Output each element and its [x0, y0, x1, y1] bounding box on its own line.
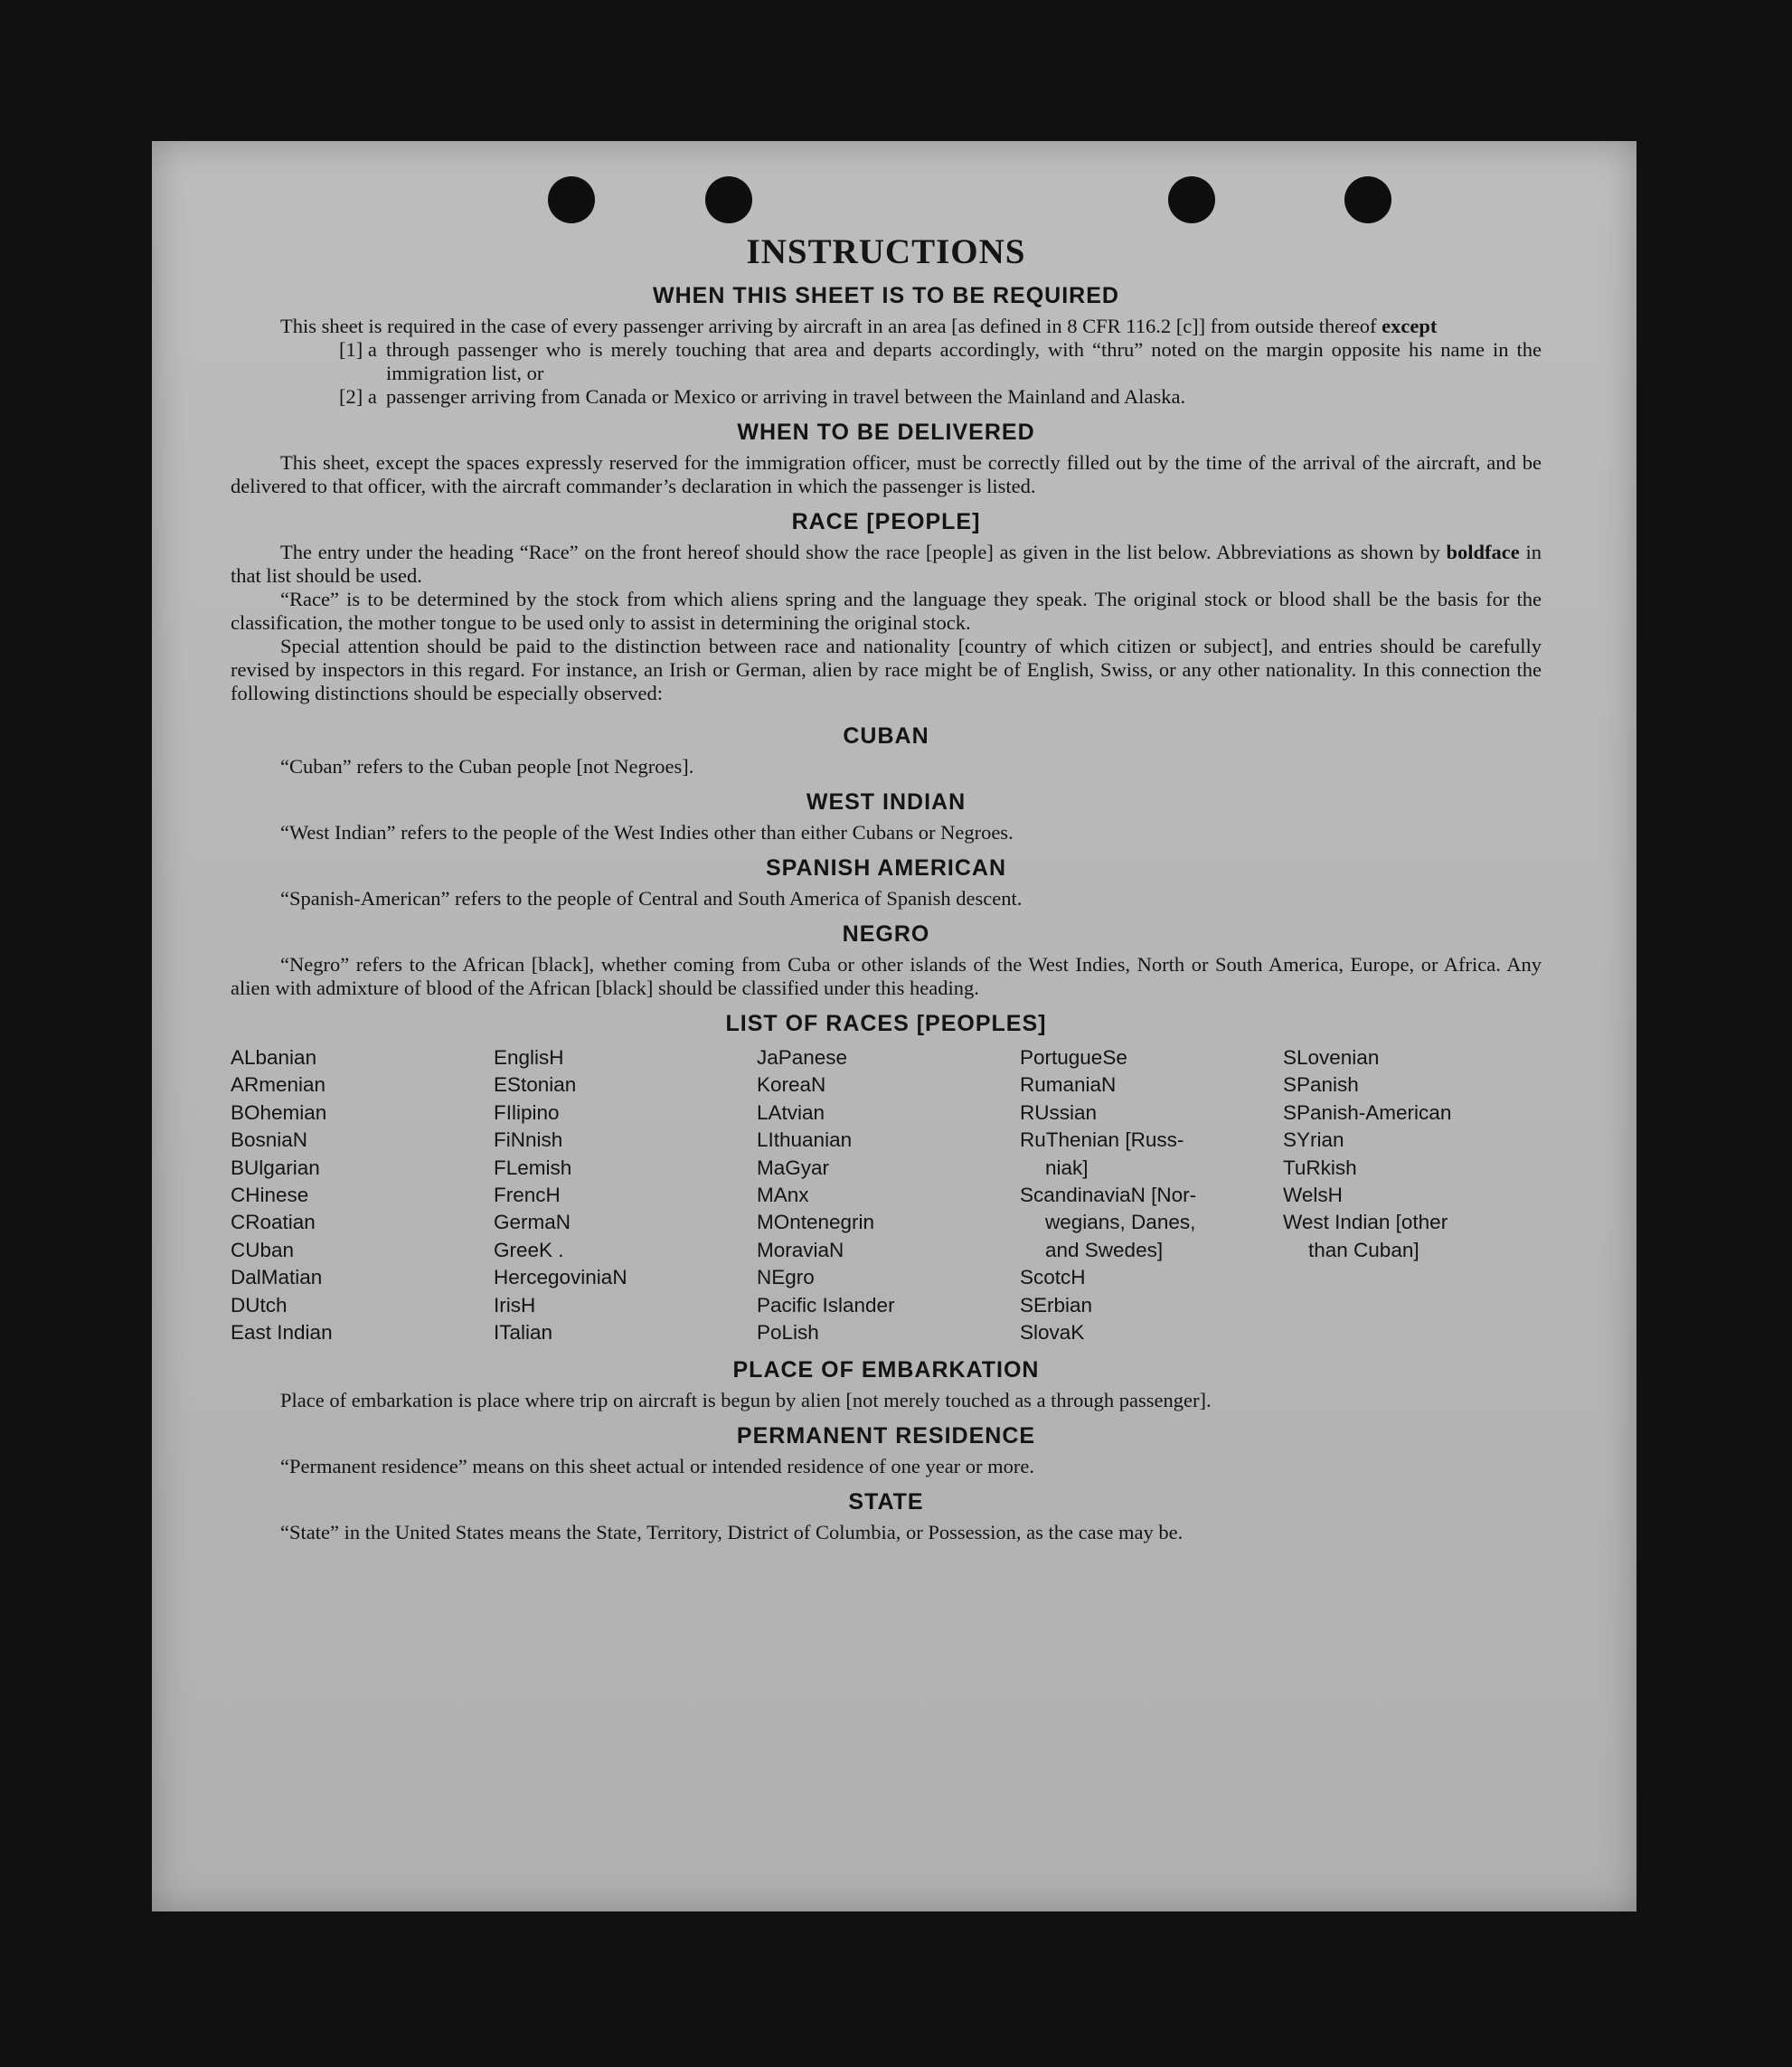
- race-list: [231, 1044, 1542, 1346]
- item-text: passenger arriving from Canada or Mexico or arriving in travel between the Mainland and Alaska.: [386, 385, 1186, 408]
- spanish-american-text: “Spanish-American” refers to the people of Central and South America of Spanish descent.: [280, 887, 1023, 910]
- race-entry: FLemish: [494, 1156, 572, 1179]
- race-entry: Pacific Islander: [757, 1293, 895, 1317]
- document-sheet: [152, 141, 1636, 1911]
- race-entry: than Cuban]: [1308, 1238, 1419, 1261]
- race-entry: WelsH: [1283, 1184, 1343, 1207]
- race-entry: NEgro: [757, 1266, 815, 1289]
- intro-text: This sheet is required in the case of every passenger arriving by aircraft in an area [as defined in 8 CFR 116.2 [c]] from outside thereof: [280, 315, 1377, 337]
- race-entry: MoraviaN: [757, 1238, 844, 1261]
- race-entry: and Swedes]: [1045, 1238, 1164, 1261]
- race-column: [1020, 1044, 1283, 1346]
- race-entry: FiNnish: [494, 1128, 563, 1152]
- race-entry: KoreaN: [757, 1073, 826, 1097]
- race-entry: SPanish-American: [1283, 1100, 1452, 1124]
- race-entry: SPanish: [1283, 1073, 1359, 1097]
- punch-hole: [1344, 176, 1391, 223]
- race-entry: wegians, Danes,: [1045, 1211, 1196, 1234]
- race-entry: PortugueSe: [1020, 1046, 1127, 1069]
- race-column: [757, 1044, 1020, 1346]
- race-entry: BosniaN: [231, 1128, 308, 1152]
- race-entry: MAnx: [757, 1184, 809, 1207]
- race-entry: FIlipino: [494, 1100, 560, 1124]
- race-entry: ScandinaviaN [Nor-: [1020, 1184, 1197, 1207]
- cuban-text: “Cuban” refers to the Cuban people [not Negroes].: [280, 755, 694, 778]
- race-entry: MOntenegrin: [757, 1211, 875, 1234]
- race-entry: PoLish: [757, 1321, 819, 1345]
- race-column: [494, 1044, 757, 1346]
- race-entry: SYrian: [1283, 1128, 1344, 1152]
- heading-when-required: WHEN THIS SHEET IS TO BE REQUIRED: [653, 283, 1119, 308]
- heading-state: STATE: [848, 1489, 924, 1515]
- race-entry: niak]: [1045, 1156, 1089, 1179]
- punch-hole: [705, 176, 752, 223]
- page-title: INSTRUCTIONS: [746, 232, 1026, 271]
- embarkation-text: Place of embarkation is place where trip on aircraft is begun by alien [not merely touched as a through passenger].: [280, 1389, 1212, 1412]
- race-entry: DalMatian: [231, 1266, 323, 1289]
- race-entry: SErbian: [1020, 1293, 1093, 1317]
- permanent-residence-text: “Permanent residence” means on this sheet actual or intended residence of one year or more.: [280, 1455, 1035, 1478]
- race-entry: EStonian: [494, 1073, 577, 1097]
- when-required-intro: [231, 315, 1542, 338]
- instructions-content: [231, 231, 1542, 1544]
- race-column: [231, 1044, 494, 1346]
- race-entry: SLovenian: [1283, 1046, 1380, 1069]
- race-p1-after: in that list should be used.: [231, 541, 1542, 587]
- race-entry: ITalian: [494, 1321, 553, 1345]
- punch-hole: [1168, 176, 1215, 223]
- heading-race: RACE [PEOPLE]: [791, 509, 981, 534]
- race-entry: BUlgarian: [231, 1156, 320, 1179]
- race-entry: CRoatian: [231, 1211, 316, 1234]
- race-entry: GreeK .: [494, 1238, 564, 1261]
- race-entry: CUban: [231, 1238, 295, 1261]
- race-entry: BOhemian: [231, 1100, 327, 1124]
- race-entry: East Indian: [231, 1321, 333, 1345]
- race-entry: CHinese: [231, 1184, 309, 1207]
- item-text: through passenger who is merely touching that area and departs accordingly, with “thru” noted on the margin opposite his name in the immigration list, or: [386, 338, 1542, 384]
- race-entry: EnglisH: [494, 1046, 564, 1069]
- race-entry: ALbanian: [231, 1046, 317, 1069]
- west-indian-text: “West Indian” refers to the people of the West Indies other than either Cubans or Negroes.: [280, 821, 1014, 844]
- race-entry: SlovaK: [1020, 1321, 1085, 1345]
- exception-item-1: [231, 338, 1542, 385]
- race-entry: West Indian [other: [1283, 1211, 1448, 1234]
- race-entry: LIthuanian: [757, 1128, 853, 1152]
- race-entry: RumaniaN: [1020, 1073, 1117, 1097]
- race-entry: DUtch: [231, 1293, 288, 1317]
- race-p1-bold: boldface: [1446, 541, 1520, 563]
- race-entry: GermaN: [494, 1211, 571, 1234]
- race-p1-before: The entry under the heading “Race” on the front hereof should show the race [people] as given in the list below. Abbreviations as shown by: [280, 541, 1440, 563]
- race-entry: IrisH: [494, 1293, 536, 1317]
- race-entry: TuRkish: [1283, 1156, 1357, 1179]
- race-entry: FrencH: [494, 1184, 561, 1207]
- negro-text: “Negro” refers to the African [black], whether coming from Cuba or other islands of the West Indies, North or South America, Europe, or Africa. Any alien with admixture of blood of the African [black] should be classified under this heading.: [231, 953, 1542, 999]
- race-entry: MaGyar: [757, 1156, 830, 1179]
- race-entry: JaPanese: [757, 1046, 848, 1069]
- punch-hole: [548, 176, 595, 223]
- when-delivered-text: This sheet, except the spaces expressly reserved for the immigration officer, must be correctly filled out by the time of the arrival of the aircraft, and be delivered to that officer, with the aircraft commander’s declaration in which the passenger is listed.: [231, 451, 1542, 497]
- race-column: [1283, 1044, 1546, 1346]
- item-number: [1] a: [339, 338, 377, 361]
- heading-list-of-races: LIST OF RACES [PEOPLES]: [725, 1011, 1047, 1036]
- state-text: “State” in the United States means the State, Territory, District of Columbia, or Possession, as the case may be.: [280, 1521, 1184, 1544]
- race-paragraph-2: “Race” is to be determined by the stock from which aliens spring and the language they speak. The original stock or blood shall be the basis for the classification, the mother tongue to be used only to assist in determining the original stock.: [231, 588, 1542, 634]
- heading-when-delivered: WHEN TO BE DELIVERED: [737, 420, 1035, 445]
- race-entry: ScotcH: [1020, 1266, 1086, 1289]
- race-entry: ARmenian: [231, 1073, 326, 1097]
- heading-spanish-american: SPANISH AMERICAN: [765, 855, 1006, 881]
- race-entry: HercegoviniaN: [494, 1266, 627, 1289]
- item-number: [2] a: [339, 385, 377, 408]
- race-paragraph-3: Special attention should be paid to the distinction between race and nationality [country of which citizen or subject], and entries should be carefully revised by inspectors in this regard. For instance, an Irish or German, alien by race might be of English, Swiss, or any other nationality. In this connection the following distinctions should be especially observed:: [231, 635, 1542, 704]
- heading-permanent-residence: PERMANENT RESIDENCE: [736, 1423, 1036, 1449]
- race-paragraph-1: [231, 541, 1542, 588]
- heading-embarkation: PLACE OF EMBARKATION: [732, 1357, 1040, 1383]
- heading-cuban: CUBAN: [843, 723, 929, 749]
- race-entry: RuThenian [Russ-: [1020, 1128, 1184, 1152]
- race-entry: RUssian: [1020, 1100, 1098, 1124]
- intro-bold: except: [1382, 315, 1438, 337]
- heading-negro: NEGRO: [842, 921, 930, 947]
- heading-west-indian: WEST INDIAN: [806, 789, 967, 815]
- exception-item-2: [231, 385, 1542, 409]
- race-entry: LAtvian: [757, 1100, 825, 1124]
